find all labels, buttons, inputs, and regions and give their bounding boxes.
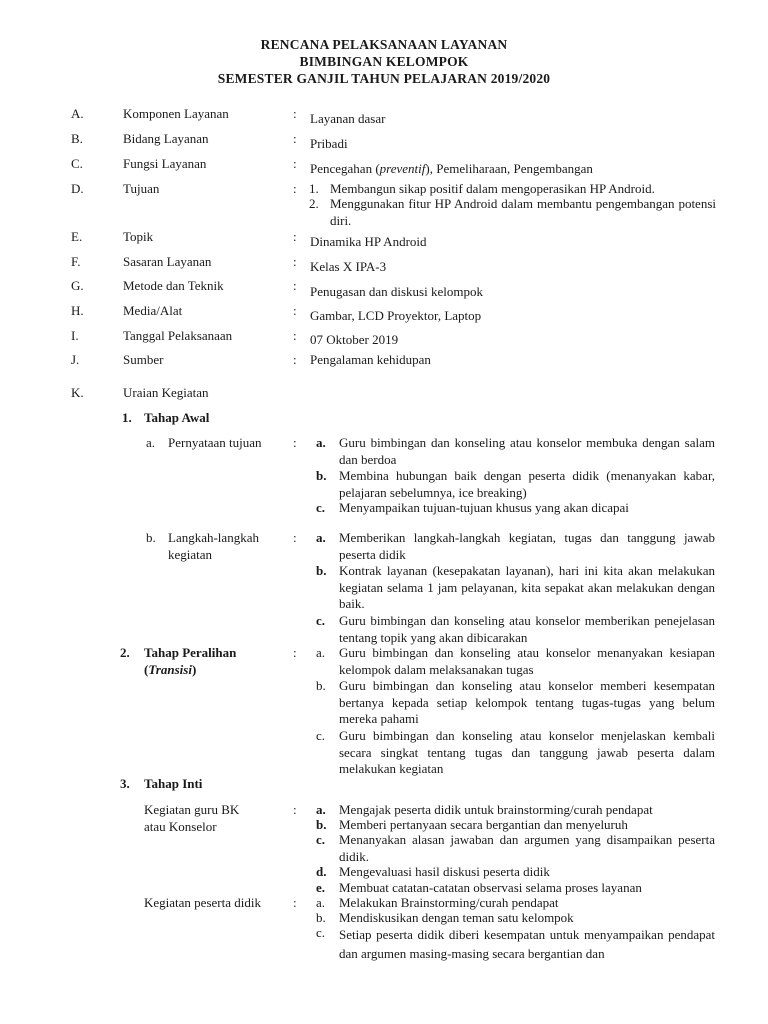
row-k-letter: K. (71, 385, 84, 400)
row-d-item-1-num: 1. (309, 181, 319, 196)
stage1-b-item-c-letter: c. (316, 613, 326, 628)
row-j-colon: : (293, 352, 297, 367)
stage1-a-item-a-text: Guru bimbingan dan konseling atau konselor membuka dengan salam dan berdoa (339, 435, 715, 467)
row-f-letter: F. (71, 254, 81, 269)
stage3-siswa-item-b-text: Mendiskusikan dengan teman satu kelompok (339, 910, 574, 925)
stage1-a-item-a-letter: a. (316, 435, 326, 450)
row-d-item-2-num: 2. (309, 196, 319, 211)
stage1-b-item-b-letter: b. (316, 563, 327, 578)
stage1-a-item-b-letter: b. (316, 468, 327, 483)
stage1-a-item-c-text: Menyampaikan tujuan-tujuan khusus yang akan dicapai (339, 500, 629, 515)
row-d-letter: D. (71, 181, 84, 196)
stage3-siswa-item-a-text: Melakukan Brainstorming/curah pendapat (339, 895, 559, 910)
row-e-colon: : (293, 229, 297, 244)
row-c-value: Pencegahan (preventif), Pemeliharaan, Pengembangan (310, 161, 593, 176)
stage3-guru-item-b-text: Memberi pertanyaan secara bergantian dan menyeluruh (339, 817, 628, 832)
stage2-number: 2. (120, 645, 130, 660)
row-h-colon: : (293, 303, 297, 318)
row-c-letter: C. (71, 156, 83, 171)
row-j-value: Pengalaman kehidupan (310, 352, 431, 367)
stage3-guru-colon: : (293, 802, 297, 817)
stage3-guru-item-e-text: Membuat catatan-catatan observasi selama proses layanan (339, 880, 642, 895)
stage2-item-b-letter: b. (316, 678, 326, 693)
stage1-b-item-a-letter: a. (316, 530, 326, 545)
stage3-siswa-item-b-letter: b. (316, 910, 326, 925)
row-h-letter: H. (71, 303, 84, 318)
row-c-colon: : (293, 156, 297, 171)
row-h-label: Media/Alat (123, 303, 183, 318)
row-f-colon: : (293, 254, 297, 269)
row-d-colon: : (293, 181, 297, 196)
row-i-value: 07 Oktober 2019 (310, 332, 399, 347)
stage2-subtitle: (Transisi) (144, 662, 197, 677)
row-e-value: Dinamika HP Android (310, 234, 427, 249)
row-d-item-2-text: Menggunakan fitur HP Android dalam membantu pengembangan potensi diri. (330, 196, 716, 228)
stage3-guru-item-a-text: Mengajak peserta didik untuk brainstorming/curah pendapat (339, 802, 653, 817)
stage3-guru-label: Kegiatan guru BK atau Konselor (144, 802, 240, 834)
stage2-item-c-letter: c. (316, 728, 326, 743)
stage2-title: Tahap Peralihan (144, 645, 237, 660)
stage3-title: Tahap Inti (144, 776, 203, 791)
stage1-b-item-c-text: Guru bimbingan dan konseling atau konselor memberikan penejelasan tentang topik yang akan dibicarakan (339, 613, 715, 645)
stage1-a-item-c-letter: c. (316, 500, 326, 515)
stage3-number: 3. (120, 776, 130, 791)
row-e-letter: E. (71, 229, 83, 244)
row-b-letter: B. (71, 131, 83, 146)
row-d-label: Tujuan (123, 181, 160, 196)
row-b-label: Bidang Layanan (123, 131, 209, 146)
stage1-b-item-b-text: Kontrak layanan (kesepakatan layanan), hari ini kita akan melakukan kegiatan selama 1 jam pelayanan, kita sepakat akan melakukan dengan baik. (339, 563, 715, 611)
stage3-guru-item-c-letter: c. (316, 832, 326, 847)
stage1-b-letter: b. (146, 530, 156, 545)
stage3-siswa-item-c-letter: c. (316, 925, 326, 940)
row-k-label: Uraian Kegiatan (123, 385, 209, 400)
row-i-letter: I. (71, 328, 79, 343)
row-f-label: Sasaran Layanan (123, 254, 212, 269)
row-j-label: Sumber (123, 352, 164, 367)
row-a-label: Komponen Layanan (123, 106, 229, 121)
row-g-value: Penugasan dan diskusi kelompok (310, 284, 483, 299)
stage3-siswa-label: Kegiatan peserta didik (144, 895, 261, 910)
stage1-title: Tahap Awal (144, 410, 210, 425)
doc-title-line2: BIMBINGAN KELOMPOK (299, 54, 469, 69)
stage1-a-label: Pernyataan tujuan (168, 435, 262, 450)
row-f-value: Kelas X IPA-3 (310, 259, 387, 274)
doc-title-line3: SEMESTER GANJIL TAHUN PELAJARAN 2019/2020 (217, 71, 551, 86)
stage1-b-colon: : (293, 530, 297, 545)
row-i-label: Tanggal Pelaksanaan (123, 328, 233, 343)
stage1-b-item-a-text: Memberikan langkah-langkah kegiatan, tugas dan tanggung jawab peserta didik (339, 530, 715, 562)
row-g-label: Metode dan Teknik (123, 278, 224, 293)
row-b-colon: : (293, 131, 297, 146)
row-j-letter: J. (71, 352, 80, 367)
stage3-siswa-item-c-text: Setiap peserta didik diberi kesempatan untuk menyampaikan pendapat dan argumen masing-masing secara bergantian dan (339, 927, 715, 961)
row-a-colon: : (293, 106, 297, 121)
row-a-letter: A. (71, 106, 84, 121)
stage2-colon: : (293, 645, 297, 660)
stage3-siswa-item-a-letter: a. (316, 895, 326, 910)
stage3-guru-item-d-letter: d. (316, 864, 327, 879)
doc-title-line1: RENCANA PELAKSANAAN LAYANAN (260, 37, 508, 52)
stage2-item-a-text: Guru bimbingan dan konseling atau konselor menanyakan kesiapan kelompok dalam melaksanakan tugas (339, 645, 715, 677)
stage3-guru-item-d-text: Mengevaluasi hasil diskusi peserta didik (339, 864, 550, 879)
row-d-item-1-text: Membangun sikap positif dalam mengoperasikan HP Android. (330, 181, 655, 196)
row-i-colon: : (293, 328, 297, 343)
row-g-letter: G. (71, 278, 84, 293)
stage1-a-letter: a. (146, 435, 156, 450)
row-a-value: Layanan dasar (310, 111, 386, 126)
stage2-item-c-text: Guru bimbingan dan konseling atau konselor menjelaskan kembali secara singkat tentang tugas dan tanggung jawab peserta dalam melakukan kegiatan (339, 728, 715, 776)
stage1-a-item-b-text: Membina hubungan baik dengan peserta didik (menanyakan kabar, pelajaran sebelumnya, ice breaking) (339, 468, 715, 500)
stage3-guru-item-c-text: Menanyakan alasan jawaban dan argumen yang disampaikan peserta didik. (339, 832, 715, 864)
stage3-guru-item-e-letter: e. (316, 880, 326, 895)
row-c-label: Fungsi Layanan (123, 156, 207, 171)
row-e-label: Topik (123, 229, 154, 244)
stage3-guru-item-a-letter: a. (316, 802, 326, 817)
stage1-b-label: Langkah-langkah kegiatan (168, 530, 259, 562)
row-b-value: Pribadi (310, 136, 348, 151)
stage1-number: 1. (122, 410, 132, 425)
stage3-guru-item-b-letter: b. (316, 817, 327, 832)
stage3-siswa-colon: : (293, 895, 297, 910)
stage1-a-colon: : (293, 435, 297, 450)
row-h-value: Gambar, LCD Proyektor, Laptop (310, 308, 482, 323)
stage2-item-b-text: Guru bimbingan dan konseling atau konselor memberi kesempatan bertanya kepada setiap kelompok tentang tugas-tugas yang belum mereka pahami (339, 678, 715, 726)
row-g-colon: : (293, 278, 297, 293)
stage2-item-a-letter: a. (316, 645, 326, 660)
